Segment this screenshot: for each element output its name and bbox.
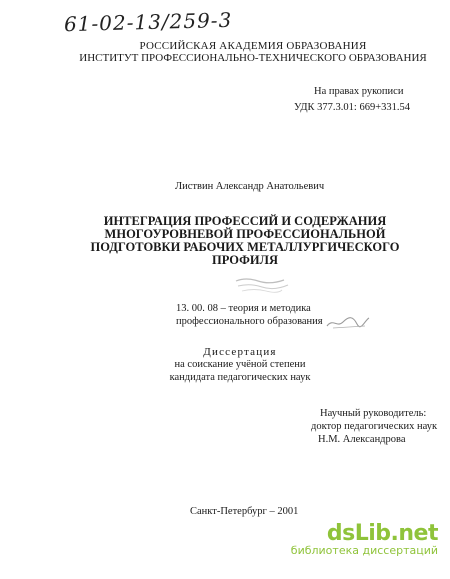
dissertation-title — [80, 215, 410, 267]
title-line: ПОДГОТОВКИ РАБОЧИХ МЕТАЛЛУРГИЧЕСКОГО — [90, 240, 400, 254]
title-line: МНОГОУРОВНЕВОЙ ПРОФЕССИОНАЛЬНОЙ — [104, 227, 386, 241]
faded-stamp — [232, 275, 292, 295]
signature-mark — [325, 312, 371, 332]
dslib-watermark[interactable] — [291, 521, 438, 557]
title-line: ПРОФИЛЯ — [212, 253, 278, 267]
supervisor-name: Н.М. Александрова — [318, 434, 406, 445]
handwritten-catalog-number: 61-02-13/259-3 — [63, 7, 233, 37]
dslib-tagline: библиотека диссертаций — [290, 544, 438, 557]
udc-code: УДК 377.3.01: 669+331.54 — [294, 102, 411, 113]
manuscript-rights-note: На правах рукописи — [314, 86, 404, 97]
degree-name: кандидата педагогических наук — [169, 372, 311, 383]
author-name: Листвин Александр Анатольевич — [175, 181, 325, 192]
degree-purpose: на соискание учёной степени — [174, 359, 306, 370]
specialty-code: 13. 00. 08 – теория и методика — [176, 303, 311, 314]
supervisor-label: Научный руководитель: — [320, 408, 427, 419]
organization-academy: РОССИЙСКАЯ АКАДЕМИЯ ОБРАЗОВАНИЯ — [139, 40, 367, 52]
supervisor-degree: доктор педагогических наук — [311, 421, 438, 432]
title-line: ИНТЕГРАЦИЯ ПРОФЕССИЙ И СОДЕРЖАНИЯ — [103, 214, 387, 228]
dslib-logo[interactable]: dsLib.net — [326, 521, 438, 546]
specialty-name: профессионального образования — [176, 316, 323, 327]
organization-institute: ИНСТИТУТ ПРОФЕССИОНАЛЬНО-ТЕХНИЧЕСКОГО ОБРАЗОВАНИЯ — [79, 52, 427, 64]
city-year: Санкт-Петербург – 2001 — [190, 506, 299, 517]
document-type: Диссертация — [203, 346, 277, 358]
